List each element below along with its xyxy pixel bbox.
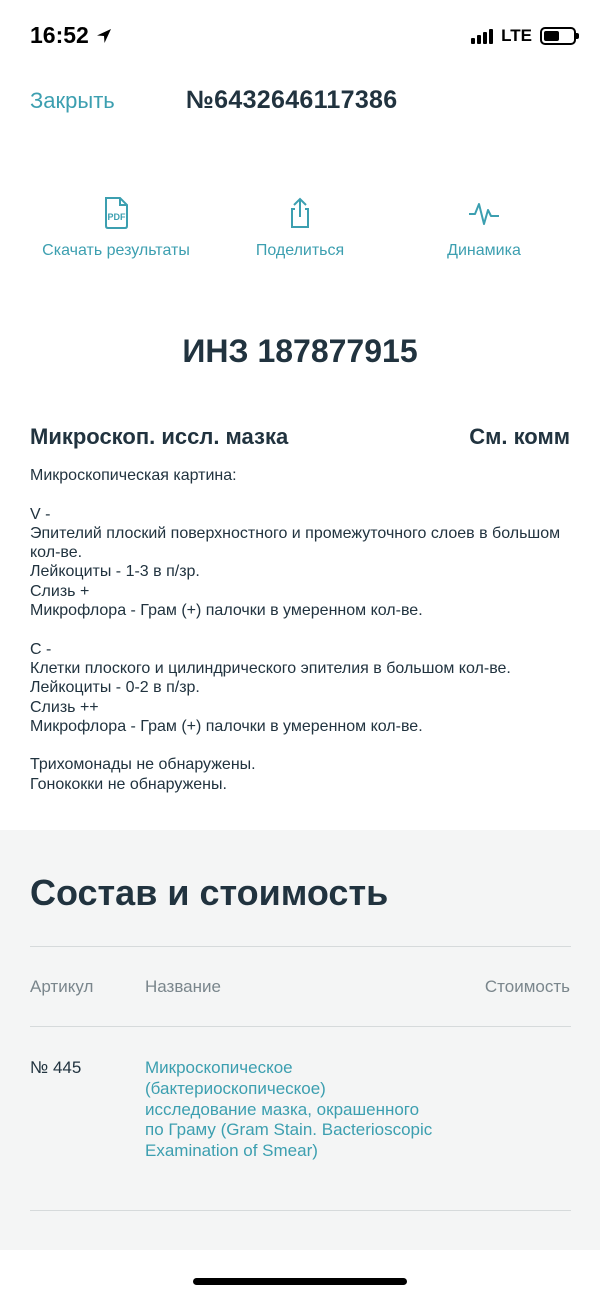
column-header-name: Название — [145, 977, 221, 996]
column-header-article: Артикул — [30, 977, 94, 996]
close-button[interactable]: Закрыть — [30, 88, 115, 113]
divider — [30, 946, 571, 947]
column-header-cost: Стоимость — [484, 977, 570, 996]
pulse-icon — [468, 196, 500, 230]
battery-icon — [540, 27, 576, 45]
download-results-label: Скачать результаты — [42, 242, 190, 259]
share-button[interactable] — [250, 196, 350, 260]
status-time-text: 16:52 — [30, 22, 89, 48]
table-row-name-link[interactable]: Микроскопическое (бактериоскопическое) исследование мазка, окрашенного по Граму (Gram Stain. Bacterioscopic Examination of Smear) — [145, 1058, 433, 1161]
composition-section — [0, 830, 600, 1250]
download-results-button[interactable] — [38, 196, 194, 260]
table-row-article: № 445 — [30, 1058, 82, 1077]
status-indicators — [471, 26, 576, 46]
order-number: №6432646117386 — [186, 86, 398, 114]
composition-title: Состав и стоимость — [30, 872, 389, 913]
signal-icon — [471, 28, 493, 44]
home-indicator[interactable] — [193, 1278, 407, 1285]
share-icon — [284, 196, 316, 230]
test-value: См. комм — [469, 424, 570, 449]
location-arrow-icon — [95, 27, 113, 45]
share-label: Поделиться — [255, 242, 345, 259]
status-time — [30, 22, 113, 49]
divider — [30, 1026, 571, 1027]
network-type: LTE — [501, 26, 532, 45]
inz-number: ИНЗ 187877915 — [182, 333, 418, 369]
test-comment: Микроскопическая картина: V - Эпителий плоский поверхностного и промежуточного слоев в большом кол-ве. Лейкоциты - 1-3 в п/зр. Слизь + Микрофлора - Грам (+) палочки в умеренном кол-ве. C - Клетки плоского и цилиндрического эпителия в большом кол-ве. Лейкоциты - 0-2 в п/зр. Слизь ++ Микрофлора - Грам (+) палочки в умеренном кол-ве. Трихомонады не обнаружены. Гонококки не обнаружены. — [30, 467, 561, 793]
svg-text:PDF: PDF — [107, 212, 126, 222]
dynamics-label: Динамика — [447, 242, 521, 259]
dynamics-button[interactable] — [440, 196, 528, 260]
pdf-icon — [100, 196, 132, 230]
divider — [30, 1210, 571, 1211]
test-name: Микроскоп. иссл. мазка — [30, 424, 289, 449]
actions-bar — [0, 196, 600, 276]
status-bar — [0, 0, 600, 70]
